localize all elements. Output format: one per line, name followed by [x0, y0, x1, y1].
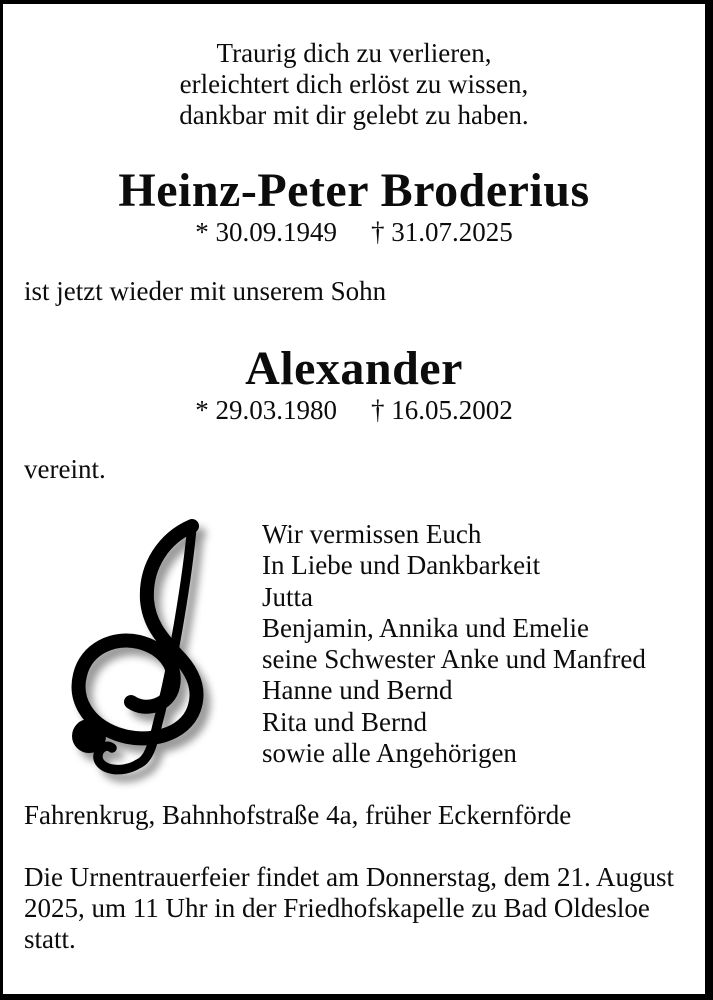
mourner-line: Rita und Bernd: [262, 706, 427, 737]
life-dates-primary: [3, 217, 705, 247]
life-dates-secondary: [3, 395, 705, 425]
death-date-primary: † 31.07.2025: [371, 217, 513, 247]
ceremony-line: 2025, um 11 Uhr in der Friedhofskapelle zu Bad Oldesloe: [24, 893, 650, 923]
mourner-line: seine Schwester Anke und Manfred: [262, 644, 646, 675]
ceremony-details: [3, 862, 705, 955]
mourner-line: Benjamin, Annika und Emelie: [262, 612, 589, 643]
mourners-section: [60, 510, 705, 798]
ceremony-line: Die Urnentrauerfeier findet am Donnerstag, dem 21. August: [24, 862, 675, 892]
mourner-line: Wir vermissen Euch: [262, 519, 482, 549]
verse-line: dankbar mit dir gelebt zu haben.: [179, 100, 529, 130]
opening-verse: [3, 38, 705, 131]
mourner-line: sowie alle Angehörigen: [262, 738, 517, 769]
verse-line: erleichtert dich erlöst zu wissen,: [179, 69, 529, 99]
ceremony-line: statt.: [24, 924, 76, 954]
connector-text: ist jetzt wieder mit unserem Sohn: [24, 276, 387, 306]
verse-line: Traurig dich zu verlieren,: [216, 38, 492, 68]
death-date-secondary: † 16.05.2002: [371, 395, 513, 425]
birth-date-primary: * 30.09.1949: [195, 217, 337, 247]
deceased-name-primary: Heinz-Peter Broderius: [118, 164, 590, 217]
closing-connector-text: vereint.: [24, 454, 106, 484]
mourner-line: In Liebe und Dankbarkeit: [262, 550, 541, 581]
mourners-list: [262, 510, 646, 769]
birth-date-secondary: * 29.03.1980: [195, 395, 337, 425]
deceased-name-secondary: Alexander: [245, 342, 463, 395]
treble-clef-icon: [60, 510, 212, 798]
address-line: Fahrenkrug, Bahnhofstraße 4a, früher Eckernförde: [24, 800, 572, 830]
mourner-line: Jutta: [262, 581, 313, 612]
mourner-line: Hanne und Bernd: [262, 675, 453, 706]
